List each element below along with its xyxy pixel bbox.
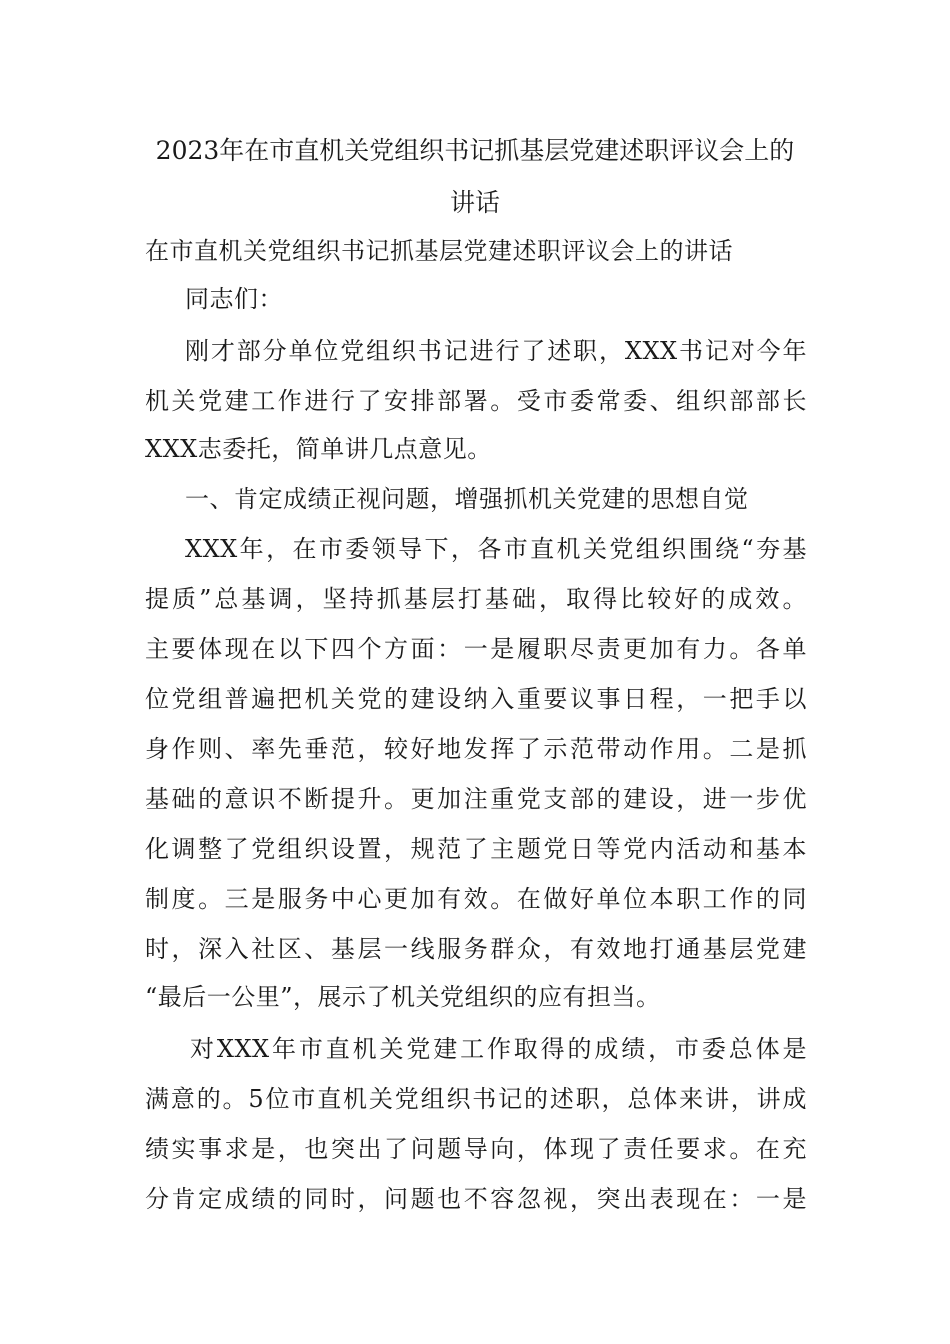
paragraph-2-line-10: “最后一公里”，展示了机关党组织的应有担当。 xyxy=(145,983,661,1011)
paragraph-1-line-2: 机关党建工作进行了安排部署。受市委常委、组织部部长 xyxy=(145,387,807,415)
paragraph-1-line-1: 刚才部分单位党组织书记进行了述职，XXX书记对今年 xyxy=(185,337,807,365)
paragraph-3-line-1: 对XXX年市直机关党建工作取得的成绩，市委总体是 xyxy=(190,1035,807,1063)
paragraph-2-line-1: XXX年，在市委领导下，各市直机关党组织围绕“夯基 xyxy=(185,535,807,563)
paragraph-2-line-6: 基础的意识不断提升。更加注重党支部的建设，进一步优 xyxy=(145,785,807,813)
paragraph-2-line-3: 主要体现在以下四个方面：一是履职尽责更加有力。各单 xyxy=(145,635,807,663)
paragraph-2-line-5: 身作则、率先垂范，较好地发挥了示范带动作用。二是抓 xyxy=(145,735,807,763)
greeting: 同志们： xyxy=(185,285,283,313)
paragraph-2-line-9: 时，深入社区、基层一线服务群众，有效地打通基层党建 xyxy=(145,935,807,963)
section-heading-1: 一、肯定成绩正视问题，增强抓机关党建的思想自觉 xyxy=(185,485,749,513)
document-title-line-1: 2023年在市直机关党组织书记抓基层党建述职评议会上的 xyxy=(155,136,795,165)
document-subtitle: 在市直机关党组织书记抓基层党建述职评议会上的讲话 xyxy=(145,237,733,265)
paragraph-1-line-3: XXX志委托，简单讲几点意见。 xyxy=(145,435,492,463)
paragraph-3-line-2: 满意的。5位市直机关党组织书记的述职，总体来讲，讲成 xyxy=(145,1085,807,1113)
paragraph-2-line-2: 提质”总基调，坚持抓基层打基础，取得比较好的成效。 xyxy=(145,585,807,613)
paragraph-3-line-4: 分肯定成绩的同时，问题也不容忽视，突出表现在：一是 xyxy=(145,1185,807,1213)
paragraph-3-line-3: 绩实事求是，也突出了问题导向，体现了责任要求。在充 xyxy=(145,1135,807,1163)
paragraph-2-line-7: 化调整了党组织设置，规范了主题党日等党内活动和基本 xyxy=(145,835,807,863)
paragraph-2-line-4: 位党组普遍把机关党的建设纳入重要议事日程，一把手以 xyxy=(145,685,807,713)
document-title-line-2: 讲话 xyxy=(449,188,500,217)
paragraph-2-line-8: 制度。三是服务中心更加有效。在做好单位本职工作的同 xyxy=(145,885,807,913)
